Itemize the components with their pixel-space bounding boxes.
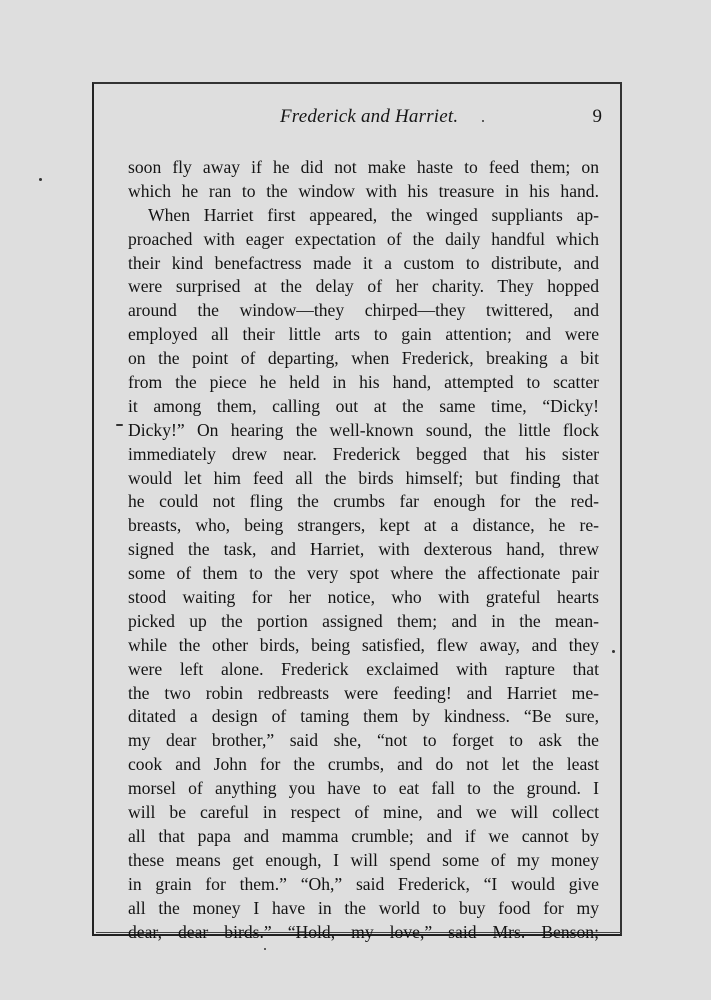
running-title: Frederick and Harriet. [280,106,459,127]
text-line: on the point of departing, when Frederick, breaking a bit [128,348,599,369]
text-line: immediately drew near. Frederick begged that his sister [128,443,599,464]
ink-speck [116,424,123,426]
text-line: all the money I have in the world to buy food for my [128,897,599,918]
ink-speck [612,650,615,653]
text-line: all that papa and mamma crumble; and if we cannot by [128,825,599,846]
text-line: picked up the portion assigned them; and in the mean- [128,610,599,631]
text-line: around the window—they chirped—they twittered, and [128,300,599,321]
text-line: would let him feed all the birds himself; but finding that [128,467,599,488]
text-line: some of them to the very spot where the affectionate pair [128,563,599,584]
text-line: ditated a design of taming them by kindness. “Be sure, [128,706,599,727]
ink-speck [482,120,484,122]
text-line: dear, dear birds.” “Hold, my love,” said Mrs. Benson; [128,921,599,942]
text-line: were left alone. Frederick exclaimed with rapture that [128,658,599,679]
text-line: the two robin redbreasts were feeding! and Harriet me- [128,682,599,703]
body-text [128,156,599,944]
text-line: When Harriet first appeared, the winged suppliants ap- [148,204,599,225]
text-line: Dicky!” On hearing the well-known sound, the little flock [128,419,599,440]
text-line: these means get enough, I will spend some of my money [128,849,599,870]
text-line: it among them, calling out at the same time, “Dicky! [128,395,599,416]
text-line: breasts, who, being strangers, kept at a distance, he re- [128,515,599,536]
text-line: in grain for them.” “Oh,” said Frederick, “I would give [128,873,599,894]
text-line: were surprised at the delay of her charity. They hopped [128,276,599,297]
ink-speck [264,948,266,950]
page-number: 9 [592,106,602,127]
text-line: stood waiting for her notice, who with grateful hearts [128,587,599,608]
text-line: while the other birds, being satisfied, flew away, and they [128,634,599,655]
text-line: cook and John for the crumbs, and do not let the least [128,754,599,775]
text-line: their kind benefactress made it a custom to distribute, and [128,252,599,273]
text-line: my dear brother,” said she, “not to forget to ask the [128,730,599,751]
text-line: employed all their little arts to gain attention; and were [128,324,599,345]
text-line: signed the task, and Harriet, with dexterous hand, threw [128,539,599,560]
text-line: which he ran to the window with his treasure in his hand. [128,180,599,201]
text-line: soon fly away if he did not make haste to feed them; on [128,157,599,177]
text-line: morsel of anything you have to eat fall to the ground. I [128,778,599,799]
text-line: will be careful in respect of mine, and we will collect [128,802,599,823]
text-line: proached with eager expectation of the daily handful which [128,228,599,249]
text-line: from the piece he held in his hand, attempted to scatter [128,372,599,393]
text-line: he could not fling the crumbs far enough for the red- [128,491,599,512]
page-header [100,106,610,134]
ink-speck [39,178,42,181]
